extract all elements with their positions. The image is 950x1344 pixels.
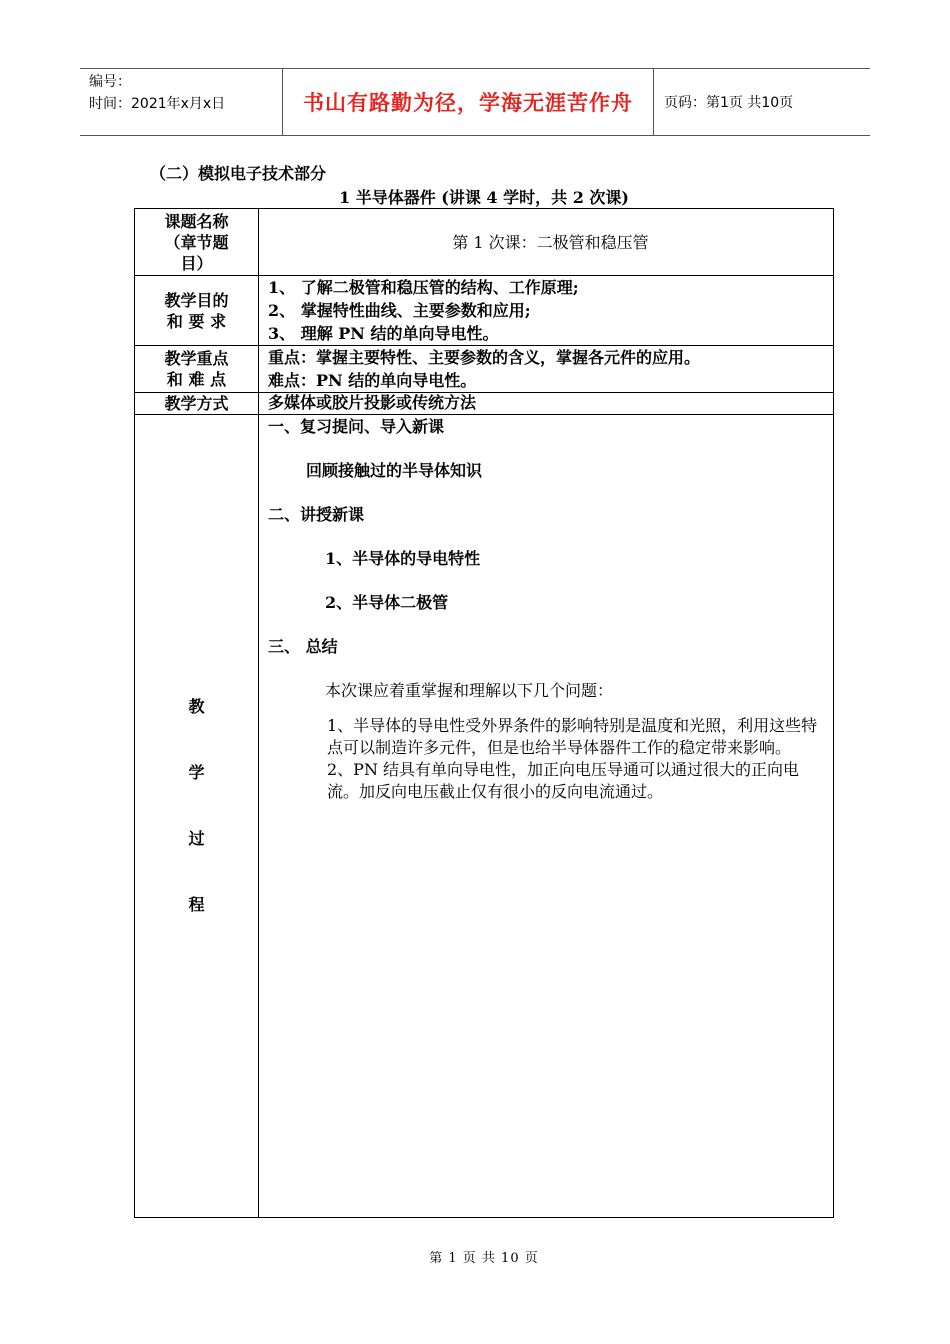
process-detail: 1、半导体的导电特性 (325, 549, 481, 568)
method-content: 多媒体或胶片投影或传统方法 (259, 393, 834, 415)
header-page-info: 页码：第1页 共10页 (664, 95, 794, 111)
page-header (80, 68, 870, 136)
topic-content: 第 1 次课：二极管和稳压管 (259, 209, 834, 276)
header-meta (80, 69, 283, 135)
process-detail: 回顾接触过的半导体知识 (306, 461, 483, 480)
goal-item: 1、 了解二极管和稳压管的结构、工作原理; (268, 278, 579, 297)
table-row (135, 276, 834, 346)
process-step: 一、复习提问、导入新课 (268, 417, 445, 436)
key-points-label: 教学重点 和 难 点 (135, 346, 259, 393)
table-row (135, 346, 834, 393)
process-step: 三、 总结 (268, 637, 338, 656)
table-row (135, 415, 834, 1218)
time-label: 时间：2021年x月x日 (89, 96, 226, 112)
goal-item: 3、 理解 PN 结的单向导电性。 (268, 324, 499, 343)
process-detail: 2、半导体二极管 (325, 593, 449, 612)
number-label: 编号： (89, 74, 131, 90)
key-point: 重点：掌握主要特性、主要参数的含义，掌握各元件的应用。 (268, 348, 701, 367)
key-points-content (259, 346, 834, 393)
goal-item: 2、 掌握特性曲线、主要参数和应用; (268, 301, 531, 320)
difficulty: 难点：PN 结的单向导电性。 (268, 371, 477, 390)
table-row (135, 209, 834, 276)
section-title: （二）模拟电子技术部分 (150, 164, 327, 183)
table-row (135, 393, 834, 415)
summary-point: 1、半导体的导电性受外界条件的影响特别是温度和光照，利用这些特点可以制造许多元件，但是也给半导体器件工作的稳定带来影响。 (327, 716, 818, 757)
goals-label: 教学目的 和 要 求 (135, 276, 259, 346)
method-label: 教学方式 (135, 393, 259, 415)
summary-point: 2、PN 结具有单向导电性，加正向电压导通可以通过很大的正向电流。加反向电压截止仅有很小的反向电流通过。 (327, 760, 800, 801)
process-step: 二、讲授新课 (268, 505, 365, 524)
page-footer: 第 1 页 共 10 页 (429, 1251, 539, 1266)
header-motto: 书山有路勤为径，学海无涯苦作舟 (283, 69, 654, 135)
process-content (259, 415, 834, 1218)
goals-content (259, 276, 834, 346)
topic-label: 课题名称 （章节题 目） (135, 209, 259, 276)
chapter-title: 1 半导体器件 (讲课 4 学时，共 2 次课) (339, 188, 629, 207)
lesson-plan-table (134, 208, 834, 1218)
process-label: 教 学 过 程 (135, 415, 259, 1218)
summary-intro: 本次课应着重掌握和理解以下几个问题： (325, 681, 614, 700)
